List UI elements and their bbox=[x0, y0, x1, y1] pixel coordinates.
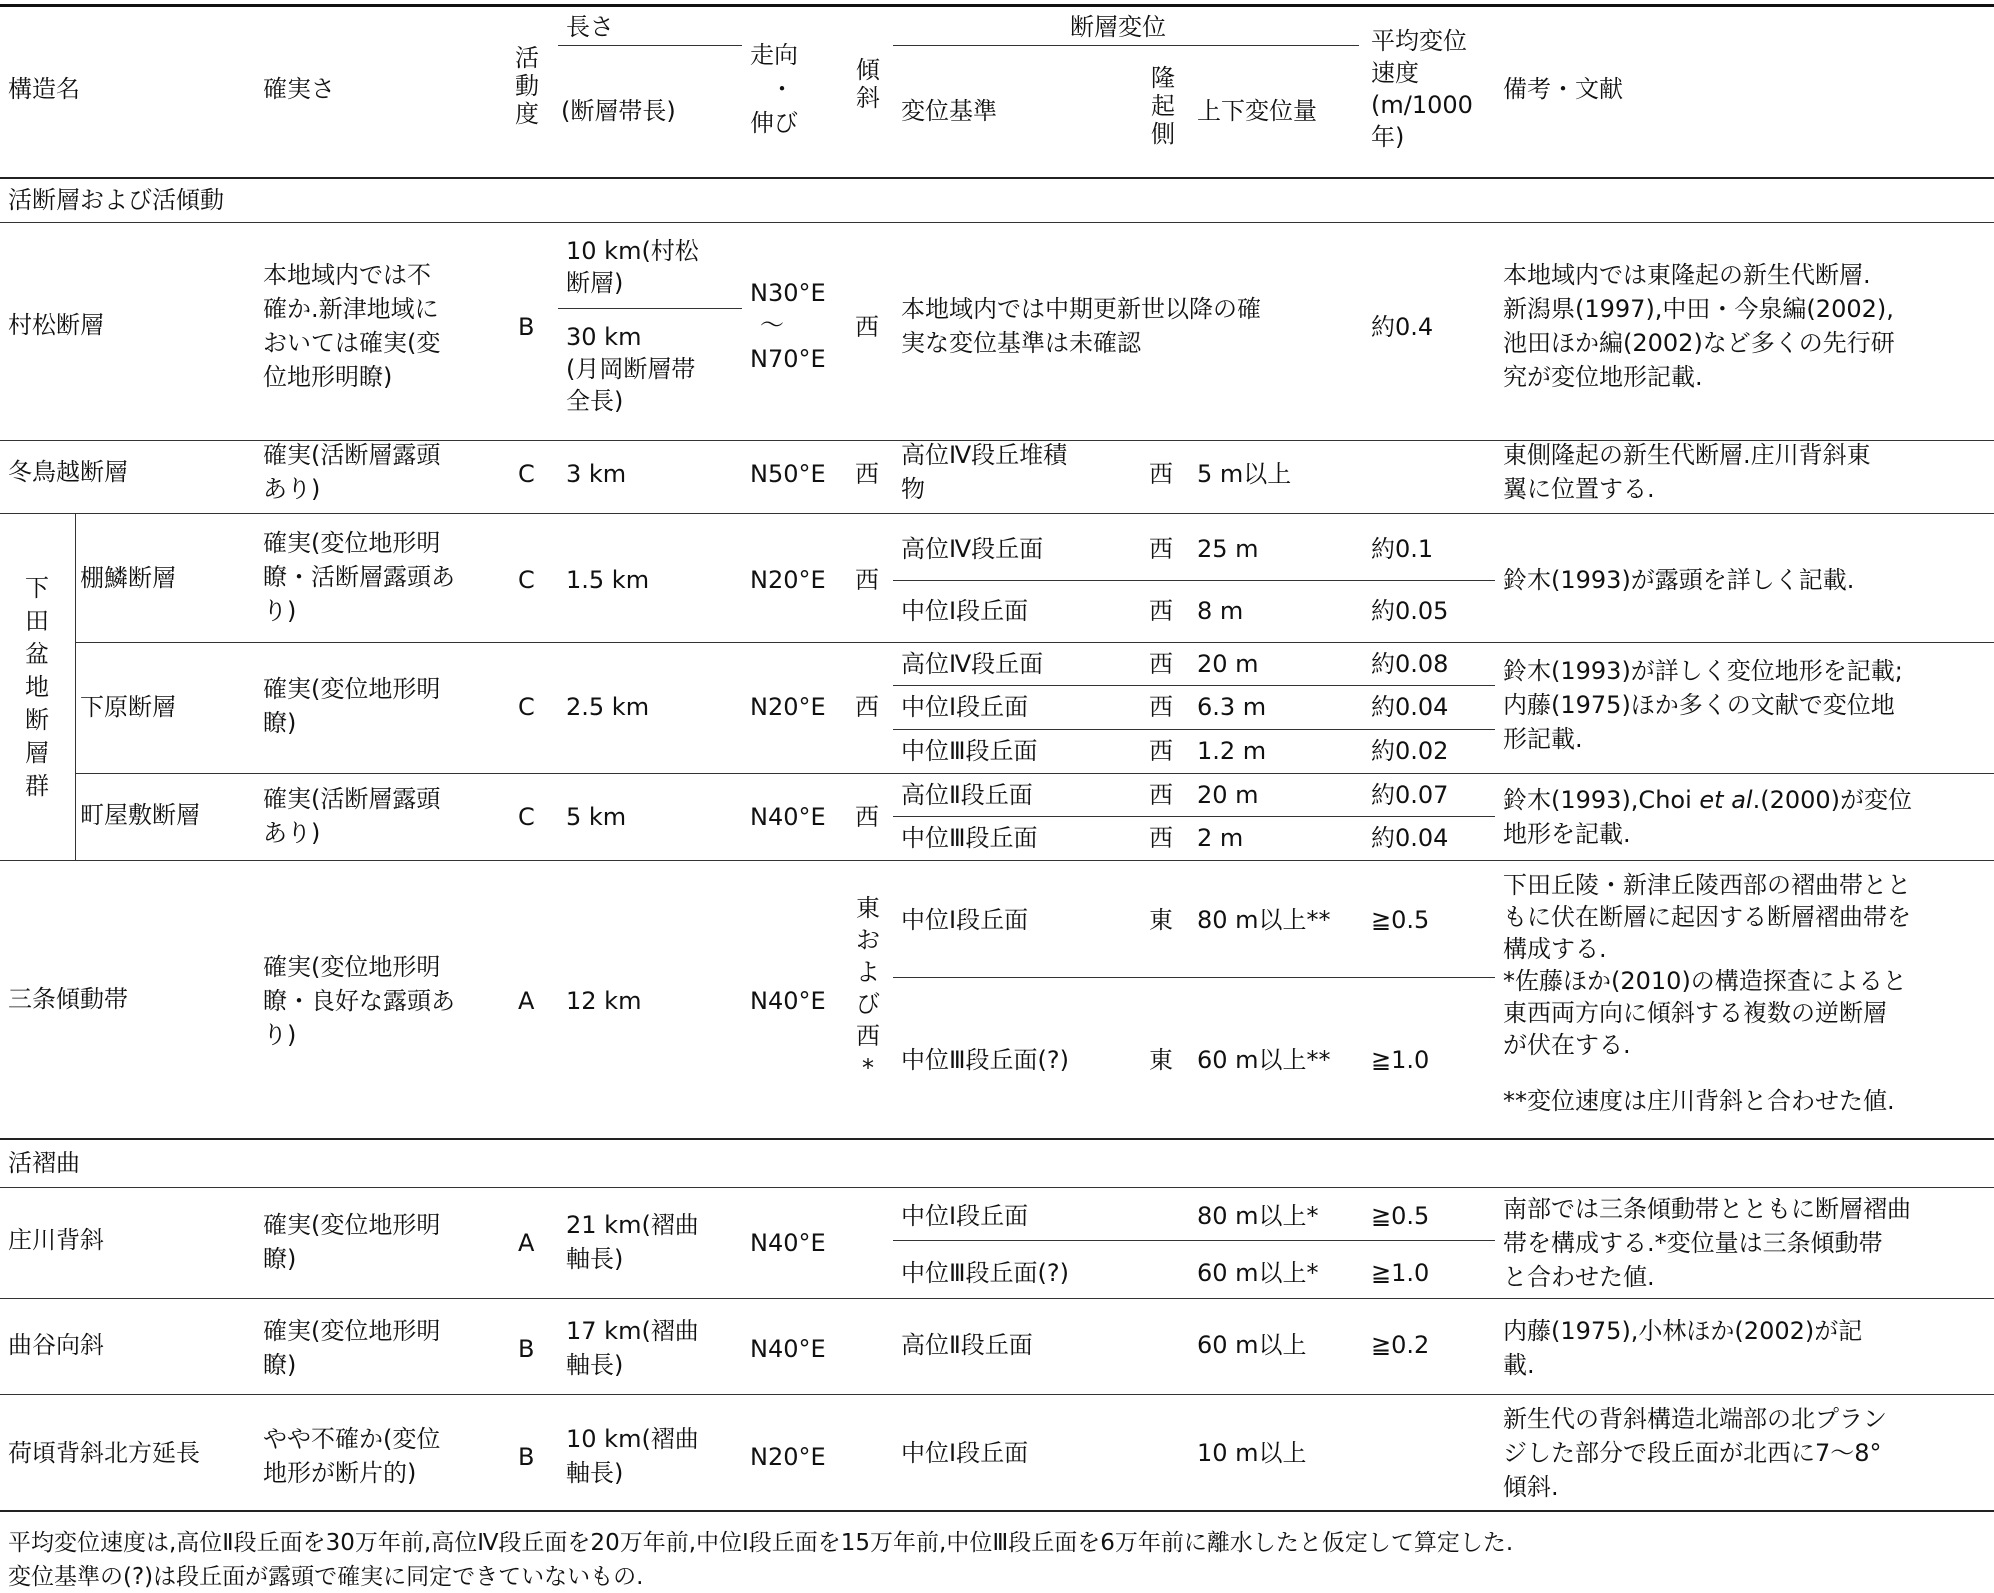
sanjo-name: 三条傾動帯 bbox=[8, 985, 128, 1013]
nigoro-strike: N20°E bbox=[750, 1443, 826, 1471]
header-strike-2: ・ bbox=[770, 75, 794, 103]
nigoro-cert: 地形が断片的) bbox=[263, 1459, 417, 1487]
sanjo-notes: *佐藤ほか(2010)の構造探査によると bbox=[1503, 967, 1907, 995]
nigoro-vdisp: 10 m以上 bbox=[1197, 1439, 1307, 1467]
shimohara-uplift: 西 bbox=[1149, 693, 1173, 721]
tanauro-cert: り) bbox=[263, 597, 297, 625]
muramatsu-cert: 位地形明瞭) bbox=[263, 363, 393, 391]
machiyashiki-notes-text: 鈴木(1993),Choi bbox=[1503, 786, 1700, 814]
sanjo-cert: 確実(変位地形明 bbox=[263, 953, 441, 981]
section-active-faults: 活断層および活傾動 bbox=[8, 186, 224, 214]
header-uplift-side: 隆起側 bbox=[1151, 64, 1175, 148]
shimohara-strike: N20°E bbox=[750, 693, 826, 721]
magaridani-notes: 内藤(1975),小林ほか(2002)が記 bbox=[1503, 1317, 1863, 1345]
tanauro-marker: 中位Ⅰ段丘面 bbox=[901, 597, 1029, 625]
header-rate-3: (m/1000 bbox=[1371, 91, 1473, 119]
tanauro-marker: 高位Ⅳ段丘面 bbox=[901, 535, 1044, 563]
shimohara-notes: 形記載. bbox=[1503, 725, 1583, 753]
sanjo-marker: 中位Ⅲ段丘面(?) bbox=[901, 1046, 1070, 1074]
sanjo-strike: N40°E bbox=[750, 987, 826, 1015]
magaridani-vdisp: 60 m以上 bbox=[1197, 1331, 1307, 1359]
tanauro-vdisp: 25 m bbox=[1197, 535, 1259, 563]
header-dip: 傾斜 bbox=[856, 56, 880, 112]
futorigoe-name: 冬鳥越断層 bbox=[8, 458, 128, 486]
nigoro-notes: 新生代の背斜構造北端部の北プラン bbox=[1503, 1405, 1887, 1433]
tanauro-cert: 瞭・活断層露頭あ bbox=[263, 563, 455, 591]
header-strike-1: 走向 bbox=[750, 41, 798, 69]
machiyashiki-cert: あり) bbox=[263, 819, 321, 847]
magaridani-cert: 確実(変位地形明 bbox=[263, 1317, 441, 1345]
rule-row-5 bbox=[0, 860, 1994, 861]
muramatsu-cert: 本地域内では不 bbox=[263, 261, 431, 289]
tanauro-cert: 確実(変位地形明 bbox=[263, 529, 441, 557]
futorigoe-notes: 翼に位置する. bbox=[1503, 475, 1655, 503]
shokawa-vdisp: 80 m以上* bbox=[1197, 1202, 1319, 1230]
header-structure-name: 構造名 bbox=[8, 75, 80, 103]
machiyashiki-rate: 約0.07 bbox=[1371, 781, 1449, 809]
shokawa-name: 庄川背斜 bbox=[8, 1226, 104, 1254]
rule-shokawa-sub bbox=[893, 1240, 1495, 1241]
sanjo-cert: り) bbox=[263, 1021, 297, 1049]
nigoro-name: 荷頃背斜北方延長 bbox=[8, 1439, 200, 1467]
futorigoe-marker: 物 bbox=[901, 475, 925, 503]
rule-table-bottom bbox=[0, 1510, 1994, 1512]
nigoro-activity: B bbox=[518, 1443, 535, 1471]
muramatsu-length-zone: 全長) bbox=[566, 387, 624, 415]
shokawa-length: 21 km(褶曲 bbox=[566, 1211, 699, 1239]
header-displacement: 断層変位 bbox=[1070, 13, 1166, 41]
shimohara-dip: 西 bbox=[855, 693, 879, 721]
header-length-sub: (断層帯長) bbox=[561, 97, 676, 125]
section-active-folds: 活褶曲 bbox=[8, 1149, 80, 1177]
shimohara-notes: 内藤(1975)ほか多くの文献で変位地 bbox=[1503, 691, 1895, 719]
shokawa-rate: ≧0.5 bbox=[1371, 1202, 1430, 1230]
magaridani-name: 曲谷向斜 bbox=[8, 1331, 104, 1359]
machiyashiki-dip: 西 bbox=[855, 803, 879, 831]
shimohara-rate: 約0.04 bbox=[1371, 693, 1449, 721]
shokawa-marker: 中位Ⅲ段丘面(?) bbox=[901, 1259, 1070, 1287]
futorigoe-cert: 確実(活断層露頭 bbox=[263, 441, 441, 469]
machiyashiki-notes: 地形を記載. bbox=[1503, 820, 1631, 848]
machiyashiki-notes bbox=[1503, 785, 1912, 815]
rule-tanauro-sub bbox=[893, 580, 1495, 581]
magaridani-notes: 載. bbox=[1503, 1351, 1535, 1379]
muramatsu-notes: 本地域内では東隆起の新生代断層. bbox=[1503, 261, 1871, 289]
muramatsu-length-zone: 30 km bbox=[566, 323, 642, 351]
sanjo-rate: ≧1.0 bbox=[1371, 1046, 1430, 1074]
nigoro-marker: 中位Ⅰ段丘面 bbox=[901, 1439, 1029, 1467]
sanjo-notes: が伏在する. bbox=[1503, 1031, 1631, 1059]
machiyashiki-vdisp: 20 m bbox=[1197, 781, 1259, 809]
shimohara-cert: 確実(変位地形明 bbox=[263, 675, 441, 703]
rule-section-1 bbox=[0, 222, 1994, 223]
magaridani-strike: N40°E bbox=[750, 1335, 826, 1363]
sanjo-vdisp: 80 m以上** bbox=[1197, 906, 1331, 934]
shimohara-vdisp: 20 m bbox=[1197, 650, 1259, 678]
futorigoe-dip: 西 bbox=[855, 460, 879, 488]
header-length: 長さ bbox=[566, 13, 614, 41]
sanjo-notes: 構成する. bbox=[1503, 935, 1607, 963]
sanjo-length: 12 km bbox=[566, 987, 642, 1015]
magaridani-marker: 高位Ⅱ段丘面 bbox=[901, 1331, 1033, 1359]
rule-row-4 bbox=[75, 773, 1994, 774]
machiyashiki-cert: 確実(活断層露頭 bbox=[263, 785, 441, 813]
futorigoe-strike: N50°E bbox=[750, 460, 826, 488]
shokawa-notes: 帯を構成する.*変位量は三条傾動帯 bbox=[1503, 1229, 1883, 1257]
futorigoe-activity: C bbox=[518, 460, 535, 488]
tanauro-name: 棚鱗断層 bbox=[80, 564, 176, 592]
machiyashiki-notes-text: .(2000)が変位 bbox=[1752, 786, 1913, 814]
shimohara-vdisp: 6.3 m bbox=[1197, 693, 1267, 721]
rule-top bbox=[0, 4, 1994, 7]
shimohara-vdisp: 1.2 m bbox=[1197, 737, 1267, 765]
sanjo-uplift: 東 bbox=[1149, 906, 1173, 934]
machiyashiki-marker: 高位Ⅱ段丘面 bbox=[901, 781, 1033, 809]
machiyashiki-uplift: 西 bbox=[1149, 824, 1173, 852]
futorigoe-marker: 高位Ⅳ段丘堆積 bbox=[901, 441, 1068, 469]
tanauro-rate: 約0.1 bbox=[1371, 535, 1434, 563]
futorigoe-notes: 東側隆起の新生代断層.庄川背斜東 bbox=[1503, 441, 1871, 469]
muramatsu-strike: 〜 bbox=[760, 311, 784, 339]
header-rate-4: 年) bbox=[1371, 123, 1405, 151]
muramatsu-strike: N30°E bbox=[750, 279, 826, 307]
sanjo-uplift: 東 bbox=[1149, 1046, 1173, 1074]
futorigoe-cert: あり) bbox=[263, 475, 321, 503]
tanauro-uplift: 西 bbox=[1149, 597, 1173, 625]
shokawa-marker: 中位Ⅰ段丘面 bbox=[901, 1202, 1029, 1230]
sanjo-vdisp: 60 m以上** bbox=[1197, 1046, 1331, 1074]
rule-machiyashiki-sub bbox=[893, 816, 1495, 817]
rule-length-group bbox=[558, 45, 742, 46]
shimohara-marker: 高位Ⅳ段丘面 bbox=[901, 650, 1044, 678]
muramatsu-strike: N70°E bbox=[750, 345, 826, 373]
header-rate-2: 速度 bbox=[1371, 59, 1419, 87]
sanjo-notes: 下田丘陵・新津丘陵西部の褶曲帯とと bbox=[1503, 871, 1911, 899]
shimohara-rate: 約0.08 bbox=[1371, 650, 1449, 678]
rule-disp-group bbox=[893, 45, 1359, 46]
tanauro-notes: 鈴木(1993)が露頭を詳しく記載. bbox=[1503, 566, 1855, 594]
sanjo-notes: もに伏在断層に起因する断層褶曲帯を bbox=[1503, 903, 1911, 931]
rule-row-3 bbox=[75, 642, 1994, 643]
shokawa-strike: N40°E bbox=[750, 1229, 826, 1257]
sanjo-dip: 東および西* bbox=[856, 894, 880, 1082]
rule-header-bottom bbox=[0, 177, 1994, 179]
nigoro-length: 10 km(褶曲 bbox=[566, 1425, 699, 1453]
muramatsu-activity: B bbox=[518, 313, 535, 341]
sanjo-activity: A bbox=[518, 987, 535, 1015]
header-strike-3: 伸び bbox=[750, 109, 798, 137]
machiyashiki-activity: C bbox=[518, 803, 535, 831]
shimoda-group-label: 下田盆地断層群 bbox=[25, 574, 49, 800]
rule-row-7 bbox=[0, 1298, 1994, 1299]
shokawa-activity: A bbox=[518, 1229, 535, 1257]
magaridani-rate: ≧0.2 bbox=[1371, 1331, 1430, 1359]
magaridani-length: 17 km(褶曲 bbox=[566, 1317, 699, 1345]
header-notes: 備考・文献 bbox=[1503, 75, 1623, 103]
muramatsu-rate: 約0.4 bbox=[1371, 313, 1434, 341]
machiyashiki-notes-italic: et al bbox=[1699, 786, 1753, 814]
tanauro-length: 1.5 km bbox=[566, 566, 650, 594]
rule-shimohara-sub2 bbox=[893, 729, 1495, 730]
futorigoe-uplift: 西 bbox=[1149, 460, 1173, 488]
header-certainty: 確実さ bbox=[263, 75, 335, 103]
rule-shimohara-sub1 bbox=[893, 685, 1495, 686]
machiyashiki-vdisp: 2 m bbox=[1197, 824, 1244, 852]
magaridani-length: 軸長) bbox=[566, 1351, 624, 1379]
sanjo-notes: **変位速度は庄川背斜と合わせた値. bbox=[1503, 1087, 1895, 1115]
sanjo-marker: 中位Ⅰ段丘面 bbox=[901, 906, 1029, 934]
machiyashiki-uplift: 西 bbox=[1149, 781, 1173, 809]
shokawa-cert: 瞭) bbox=[263, 1245, 297, 1273]
rule-sanjo-sub bbox=[893, 977, 1495, 978]
muramatsu-length-zone: (月岡断層帯 bbox=[566, 355, 696, 383]
footer-note: 平均変位速度は,高位Ⅱ段丘面を30万年前,高位Ⅳ段丘面を20万年前,中位Ⅰ段丘面を15万年前,中位Ⅲ段丘面を6万年前に離水したと仮定して算定した. bbox=[8, 1530, 1514, 1556]
shimohara-uplift: 西 bbox=[1149, 737, 1173, 765]
tanauro-activity: C bbox=[518, 566, 535, 594]
shokawa-vdisp: 60 m以上* bbox=[1197, 1259, 1319, 1287]
shimohara-cert: 瞭) bbox=[263, 709, 297, 737]
machiyashiki-rate: 約0.04 bbox=[1371, 824, 1449, 852]
shokawa-notes: 南部では三条傾動帯とともに断層褶曲 bbox=[1503, 1195, 1911, 1223]
machiyashiki-marker: 中位Ⅲ段丘面 bbox=[901, 824, 1038, 852]
shokawa-rate: ≧1.0 bbox=[1371, 1259, 1430, 1287]
tanauro-uplift: 西 bbox=[1149, 535, 1173, 563]
futorigoe-length: 3 km bbox=[566, 460, 627, 488]
tanauro-vdisp: 8 m bbox=[1197, 597, 1244, 625]
muramatsu-marker: 本地域内では中期更新世以降の確 bbox=[901, 295, 1261, 323]
shimohara-name: 下原断層 bbox=[80, 693, 176, 721]
header-marker: 変位基準 bbox=[901, 97, 997, 125]
rule-row-8 bbox=[0, 1394, 1994, 1395]
shimohara-uplift: 西 bbox=[1149, 650, 1173, 678]
shimohara-marker: 中位Ⅰ段丘面 bbox=[901, 693, 1029, 721]
shokawa-length: 軸長) bbox=[566, 1245, 624, 1273]
muramatsu-length: 10 km(村松 bbox=[566, 237, 699, 265]
shokawa-cert: 確実(変位地形明 bbox=[263, 1211, 441, 1239]
nigoro-length: 軸長) bbox=[566, 1459, 624, 1487]
header-vertical-disp: 上下変位量 bbox=[1197, 97, 1317, 125]
machiyashiki-strike: N40°E bbox=[750, 803, 826, 831]
muramatsu-dip: 西 bbox=[855, 313, 879, 341]
magaridani-activity: B bbox=[518, 1335, 535, 1363]
muramatsu-cert: 確か.新津地域に bbox=[263, 295, 439, 323]
rule-section-2-top bbox=[0, 1138, 1994, 1140]
sanjo-cert: 瞭・良好な露頭あ bbox=[263, 987, 455, 1015]
rule-section-2 bbox=[0, 1187, 1994, 1188]
muramatsu-marker: 実な変位基準は未確認 bbox=[901, 329, 1141, 357]
footer-note: 変位基準の(?)は段丘面が露頭で確実に同定できていないもの. bbox=[8, 1564, 644, 1590]
shimohara-notes: 鈴木(1993)が詳しく変位地形を記載; bbox=[1503, 657, 1903, 685]
nigoro-cert: やや不確か(変位 bbox=[263, 1425, 441, 1453]
muramatsu-notes: 究が変位地形記載. bbox=[1503, 363, 1703, 391]
rule-row-2 bbox=[0, 513, 1994, 514]
muramatsu-length: 断層) bbox=[566, 269, 624, 297]
magaridani-cert: 瞭) bbox=[263, 1351, 297, 1379]
futorigoe-vdisp: 5 m以上 bbox=[1197, 460, 1292, 488]
tanauro-strike: N20°E bbox=[750, 566, 826, 594]
sanjo-notes: 東西両方向に傾斜する複数の逆断層 bbox=[1503, 999, 1887, 1027]
rule-group-divider bbox=[75, 513, 76, 860]
shimohara-length: 2.5 km bbox=[566, 693, 650, 721]
muramatsu-cert: おいては確実(変 bbox=[263, 329, 441, 357]
muramatsu-notes: 新潟県(1997),中田・今泉編(2002), bbox=[1503, 295, 1894, 323]
shokawa-notes: と合わせた値. bbox=[1503, 1263, 1655, 1291]
nigoro-notes: ジした部分で段丘面が北西に7〜8° bbox=[1503, 1439, 1882, 1467]
header-rate-1: 平均変位 bbox=[1371, 27, 1467, 55]
shimohara-marker: 中位Ⅲ段丘面 bbox=[901, 737, 1038, 765]
tanauro-rate: 約0.05 bbox=[1371, 597, 1449, 625]
tanauro-dip: 西 bbox=[855, 566, 879, 594]
shimohara-rate: 約0.02 bbox=[1371, 737, 1449, 765]
rule-muramatsu-len bbox=[558, 308, 742, 309]
header-activity: 活動度 bbox=[515, 44, 539, 128]
muramatsu-notes: 池田ほか編(2002)など多くの先行研 bbox=[1503, 329, 1895, 357]
machiyashiki-name: 町屋敷断層 bbox=[80, 801, 200, 829]
sanjo-rate: ≧0.5 bbox=[1371, 906, 1430, 934]
machiyashiki-length: 5 km bbox=[566, 803, 627, 831]
muramatsu-name: 村松断層 bbox=[8, 311, 104, 339]
shimohara-activity: C bbox=[518, 693, 535, 721]
nigoro-notes: 傾斜. bbox=[1503, 1473, 1559, 1501]
